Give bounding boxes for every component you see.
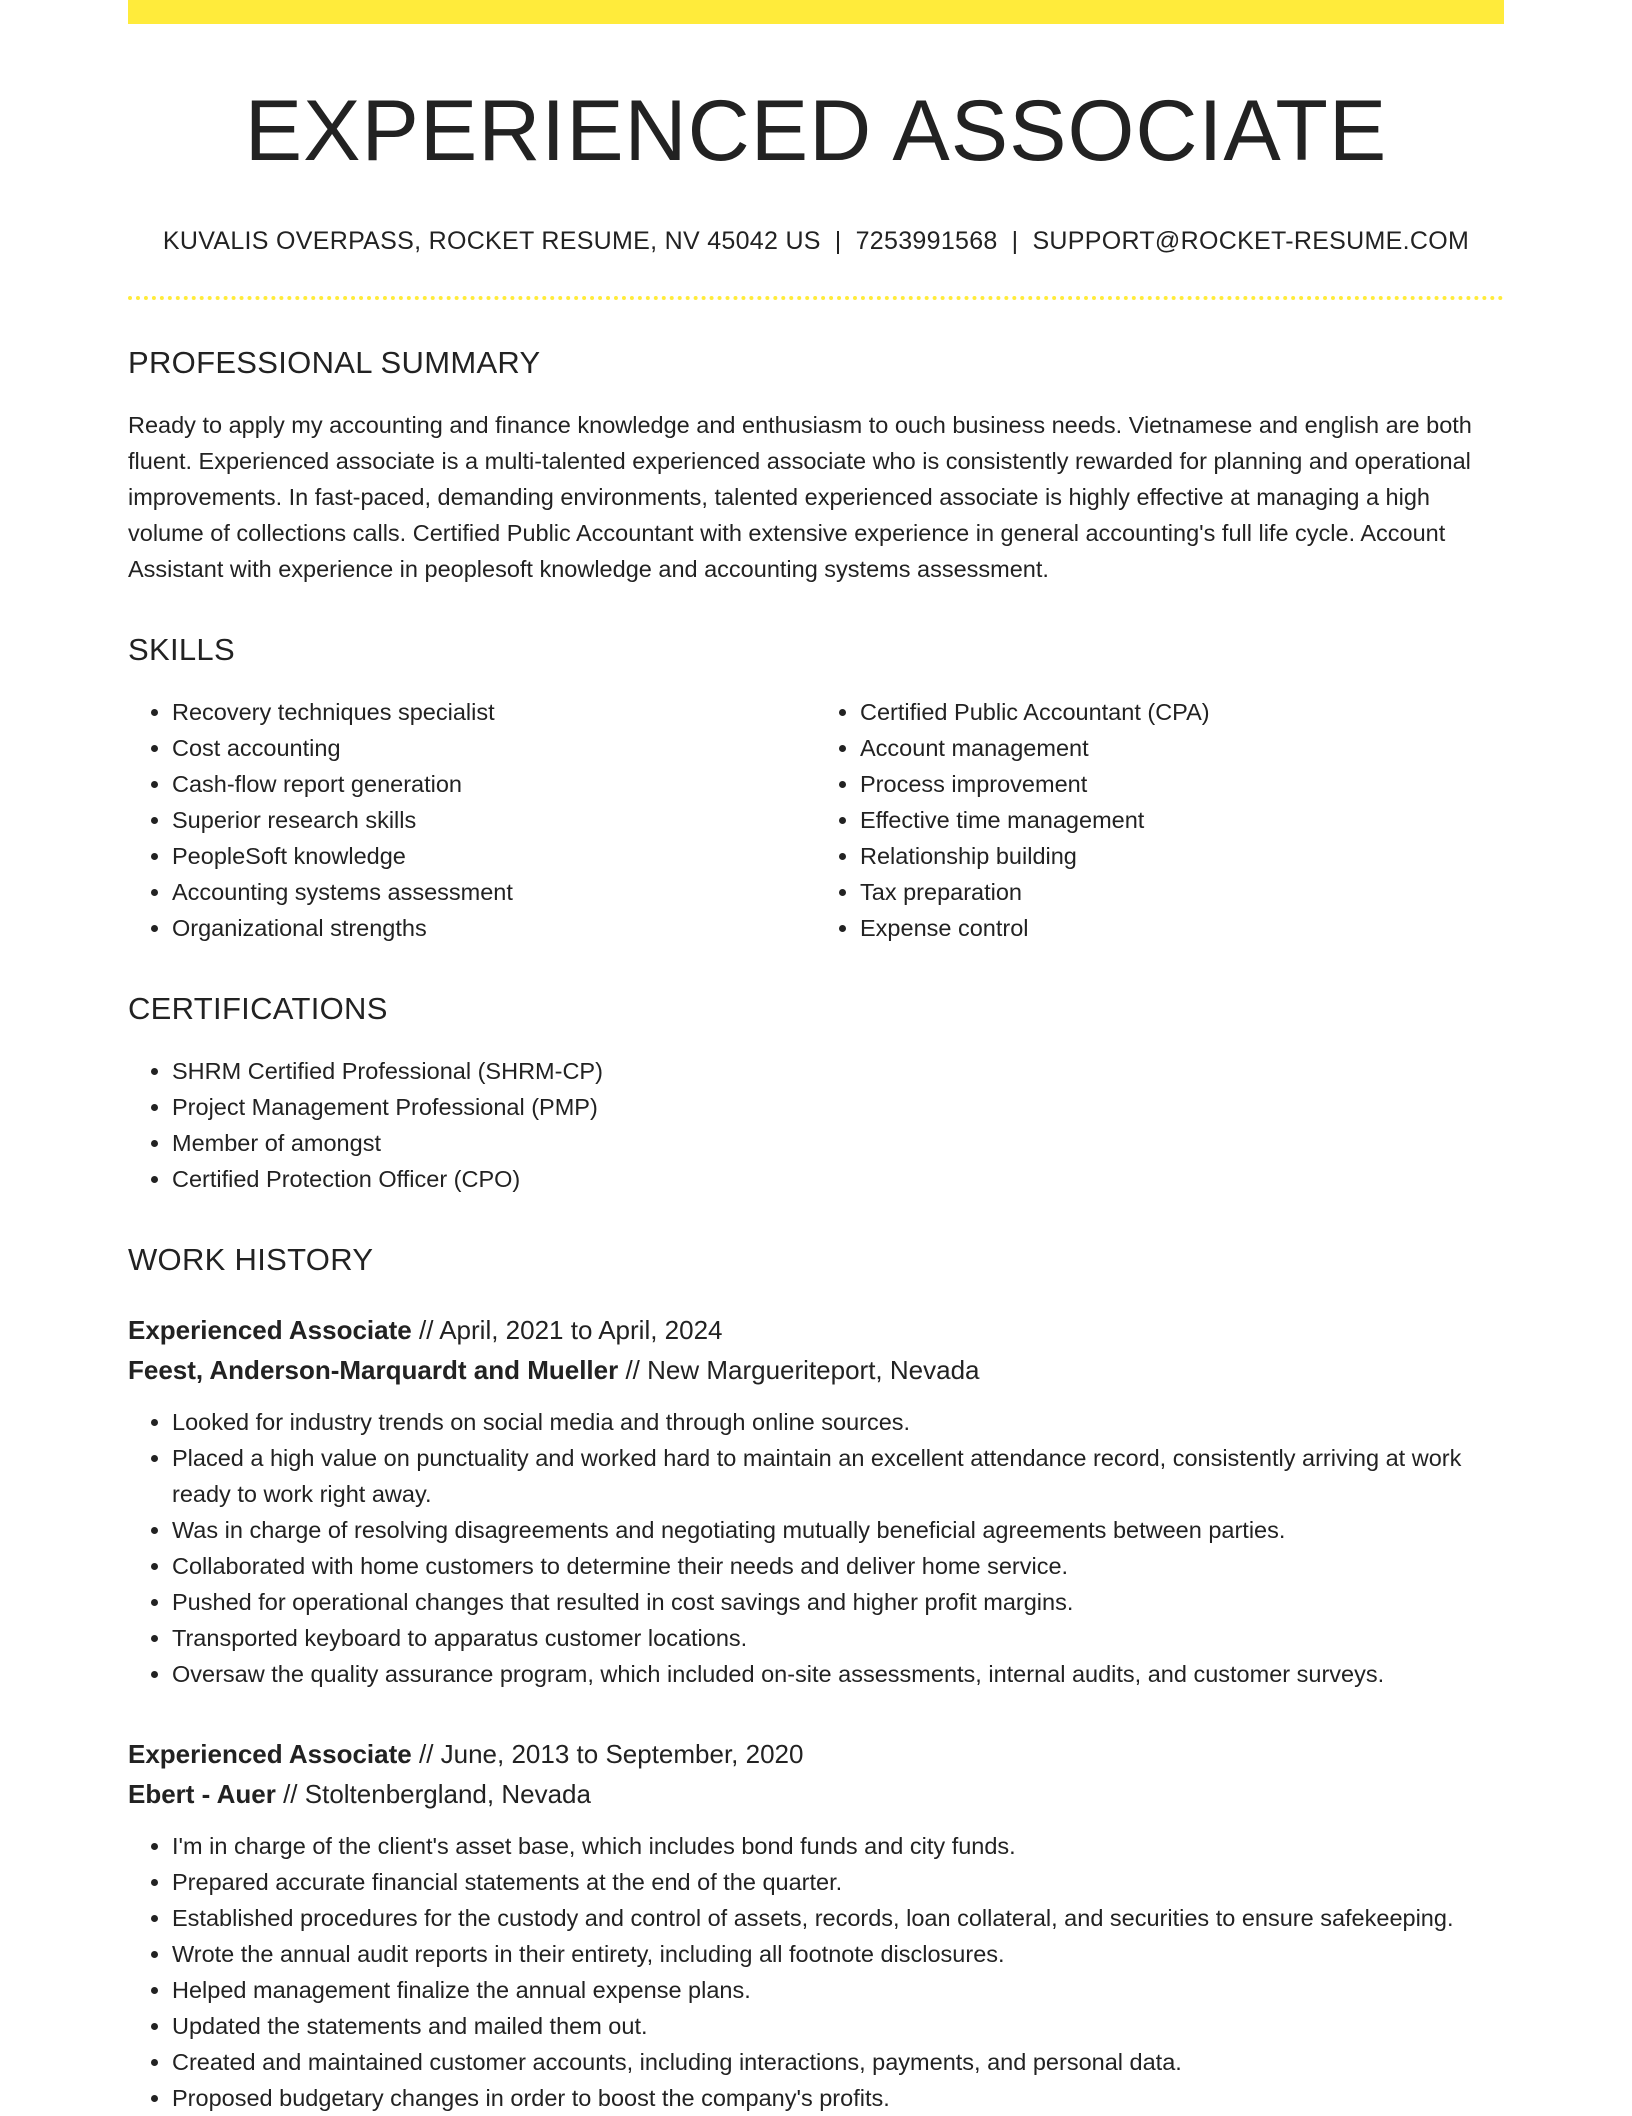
skill-item: • Recovery techniques specialist — [172, 694, 816, 730]
job-bullet: • Created and maintained customer accounts, including interactions, payments, and personal data. — [172, 2044, 1504, 2080]
resume-name: EXPERIENCED ASSOCIATE — [244, 83, 1388, 179]
job-entry — [128, 1734, 1504, 2116]
contact-line — [128, 227, 1504, 256]
job-bullet: • Placed a high value on punctuality and worked hard to maintain an excellent attendance record, consistently arriving at work ready to work right away. — [172, 1440, 1504, 1512]
job-bullet: • Prepared accurate financial statements at the end of the quarter. — [172, 1864, 1504, 1900]
job-bullets — [128, 1404, 1504, 1692]
job-bullets — [128, 1828, 1504, 2116]
job-role: Experienced Associate — [128, 1315, 412, 1346]
contact-address: KUVALIS OVERPASS, ROCKET RESUME, NV 45042 US — [162, 226, 821, 255]
skill-item: • Cash-flow report generation — [172, 766, 816, 802]
job-bullet: • Established procedures for the custody and control of assets, records, loan collateral, and securities to ensure safekeeping. — [172, 1900, 1504, 1936]
job-dates: // June, 2013 to September, 2020 — [418, 1739, 804, 1770]
certification-item: • SHRM Certified Professional (SHRM-CP) — [172, 1053, 1504, 1089]
contact-separator: | — [834, 226, 842, 255]
skill-item: • Cost accounting — [172, 730, 816, 766]
job-bullet: • Helped management finalize the annual expense plans. — [172, 1972, 1504, 2008]
skill-item: • Superior research skills — [172, 802, 816, 838]
skill-item: • PeopleSoft knowledge — [172, 838, 816, 874]
job-role: Experienced Associate — [128, 1739, 412, 1770]
job-location: // Stoltenbergland, Nevada — [283, 1779, 591, 1810]
skills-list-right — [816, 694, 1504, 946]
job-title-line — [128, 1310, 1504, 1350]
section-title-skills: SKILLS — [128, 631, 235, 667]
skill-item: • Certified Public Accountant (CPA) — [860, 694, 1504, 730]
contact-phone: 7253991568 — [855, 226, 998, 255]
skill-item: • Effective time management — [860, 802, 1504, 838]
job-company-line — [128, 1774, 1504, 1814]
job-title-line — [128, 1734, 1504, 1774]
certification-item: • Certified Protection Officer (CPO) — [172, 1161, 1504, 1197]
job-company-line — [128, 1350, 1504, 1390]
skill-item: • Account management — [860, 730, 1504, 766]
accent-top-bar — [128, 0, 1504, 24]
job-bullet: • Oversaw the quality assurance program, which included on-site assessments, internal audits, and customer surveys. — [172, 1656, 1504, 1692]
skill-item: • Expense control — [860, 910, 1504, 946]
certifications-list — [128, 1053, 1504, 1197]
resume-content — [128, 24, 1504, 2116]
skill-item: • Accounting systems assessment — [172, 874, 816, 910]
job-company: Feest, Anderson-Marquardt and Mueller — [128, 1355, 619, 1386]
dotted-divider — [128, 296, 1504, 300]
contact-separator: | — [1011, 226, 1019, 255]
job-entry — [128, 1310, 1504, 1692]
skill-item: • Relationship building — [860, 838, 1504, 874]
job-bullet: • I'm in charge of the client's asset base, which includes bond funds and city funds. — [172, 1828, 1504, 1864]
job-bullet: • Proposed budgetary changes in order to boost the company's profits. — [172, 2080, 1504, 2116]
job-company: Ebert - Auer — [128, 1779, 276, 1810]
skills-list-left — [128, 694, 816, 946]
certification-item: • Member of amongst — [172, 1125, 1504, 1161]
job-location: // New Margueriteport, Nevada — [625, 1355, 980, 1386]
job-bullet: • Transported keyboard to apparatus customer locations. — [172, 1620, 1504, 1656]
summary-paragraph: Ready to apply my accounting and finance knowledge and enthusiasm to ouch business needs. Vietnamese and english are both fluent. Experienced associate is a multi-talented experienced associate who is consistently rewarded for planning and operational improvements. In fast-paced, demanding environments, talented experienced associate is highly effective at managing a high volume of collections calls. Certified Public Accountant with extensive experience in general accounting's full life cycle. Account Assistant with experience in peoplesoft knowledge and accounting systems assessment. — [128, 411, 1472, 582]
contact-email: SUPPORT@ROCKET-RESUME.COM — [1032, 226, 1470, 255]
job-bullet: • Wrote the annual audit reports in their entirety, including all footnote disclosures. — [172, 1936, 1504, 1972]
section-title-work-history: WORK HISTORY — [128, 1242, 374, 1278]
skill-item: • Process improvement — [860, 766, 1504, 802]
job-bullet: • Looked for industry trends on social media and through online sources. — [172, 1404, 1504, 1440]
certification-item: • Project Management Professional (PMP) — [172, 1089, 1504, 1125]
job-bullet: • Was in charge of resolving disagreements and negotiating mutually beneficial agreements between parties. — [172, 1512, 1504, 1548]
job-bullet: • Collaborated with home customers to determine their needs and deliver home service. — [172, 1548, 1504, 1584]
job-bullet: • Pushed for operational changes that resulted in cost savings and higher profit margins. — [172, 1584, 1504, 1620]
section-title-certifications: CERTIFICATIONS — [128, 990, 388, 1026]
skill-item: • Tax preparation — [860, 874, 1504, 910]
skill-item: • Organizational strengths — [172, 910, 816, 946]
job-bullet: • Updated the statements and mailed them out. — [172, 2008, 1504, 2044]
skills-columns — [128, 694, 1504, 946]
job-dates: // April, 2021 to April, 2024 — [418, 1315, 723, 1346]
section-title-summary: PROFESSIONAL SUMMARY — [128, 344, 541, 380]
